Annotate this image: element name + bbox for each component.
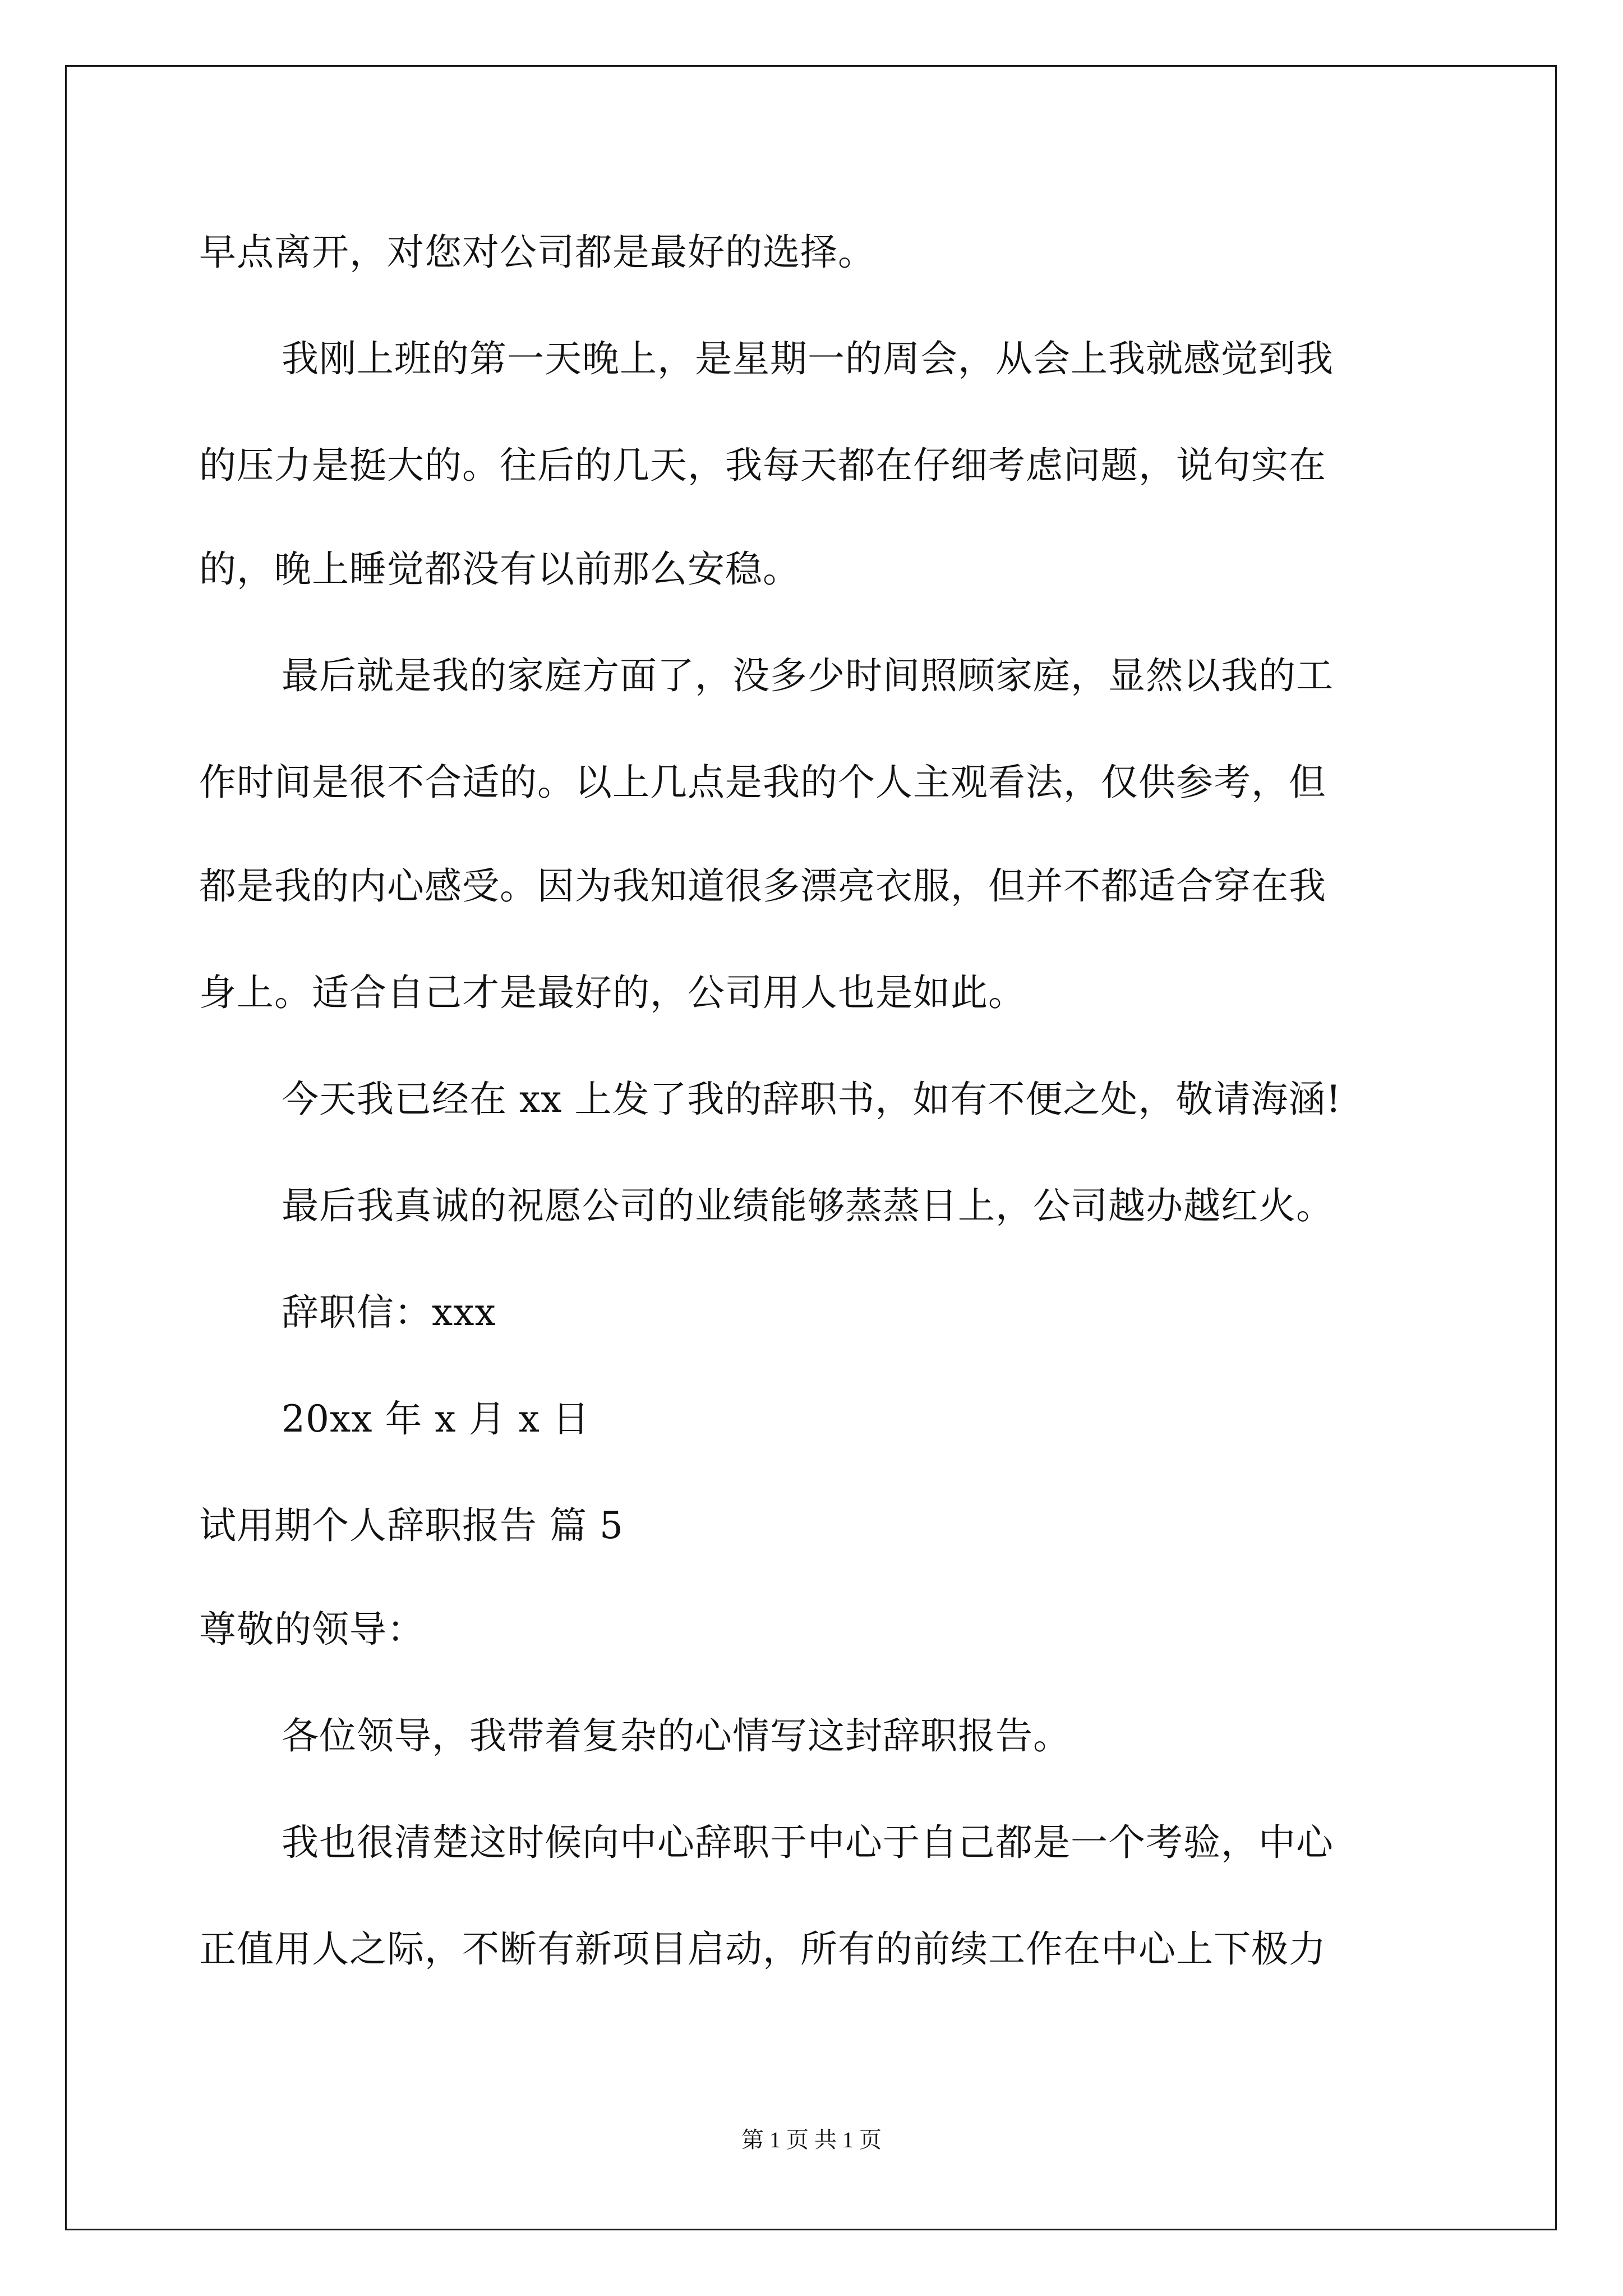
section-title: 试用期个人辞职报告 篇 5 [199, 1504, 624, 1547]
salutation: 尊敬的领导： [199, 1608, 425, 1651]
paragraph-line: 我也很清楚这时候向中心辞职于中心于自己都是一个考验，中心 [282, 1821, 1334, 1864]
paragraph-line: 早点离开，对您对公司都是最好的选择。 [199, 231, 875, 274]
paragraph-line: 我刚上班的第一天晚上，是星期一的周会，从会上我就感觉到我 [282, 337, 1334, 380]
paragraph-line: 各位领导，我带着复杂的心情写这封辞职报告。 [282, 1714, 1071, 1757]
paragraph-line: 的压力是挺大的。往后的几天，我每天都在仔细考虑问题，说句实在 [199, 444, 1326, 487]
paragraph-line: 最后就是我的家庭方面了，没多少时间照顾家庭，显然以我的工 [282, 654, 1334, 697]
paragraph-line: 都是我的内心感受。因为我知道很多漂亮衣服，但并不都适合穿在我 [199, 864, 1326, 908]
signature-line: 辞职信：xxx [282, 1291, 496, 1334]
date-line: 20xx 年 x 月 x 日 [282, 1397, 590, 1441]
page-border [65, 65, 1557, 2230]
page-footer: 第 1 页 共 1 页 [741, 2127, 882, 2152]
paragraph-line: 最后我真诚的祝愿公司的业绩能够蒸蒸日上，公司越办越红火。 [282, 1184, 1334, 1227]
paragraph-line: 正值用人之际，不断有新项目启动，所有的前续工作在中心上下极力 [199, 1927, 1326, 1971]
paragraph-line: 今天我已经在 xx 上发了我的辞职书，如有不便之处，敬请海涵! [282, 1078, 1341, 1121]
paragraph-line: 的，晚上睡觉都没有以前那么安稳。 [199, 547, 800, 591]
paragraph-line: 身上。适合自己才是最好的，公司用人也是如此。 [199, 971, 1026, 1014]
paragraph-line: 作时间是很不合适的。以上几点是我的个人主观看法，仅供参考，但 [199, 761, 1326, 804]
